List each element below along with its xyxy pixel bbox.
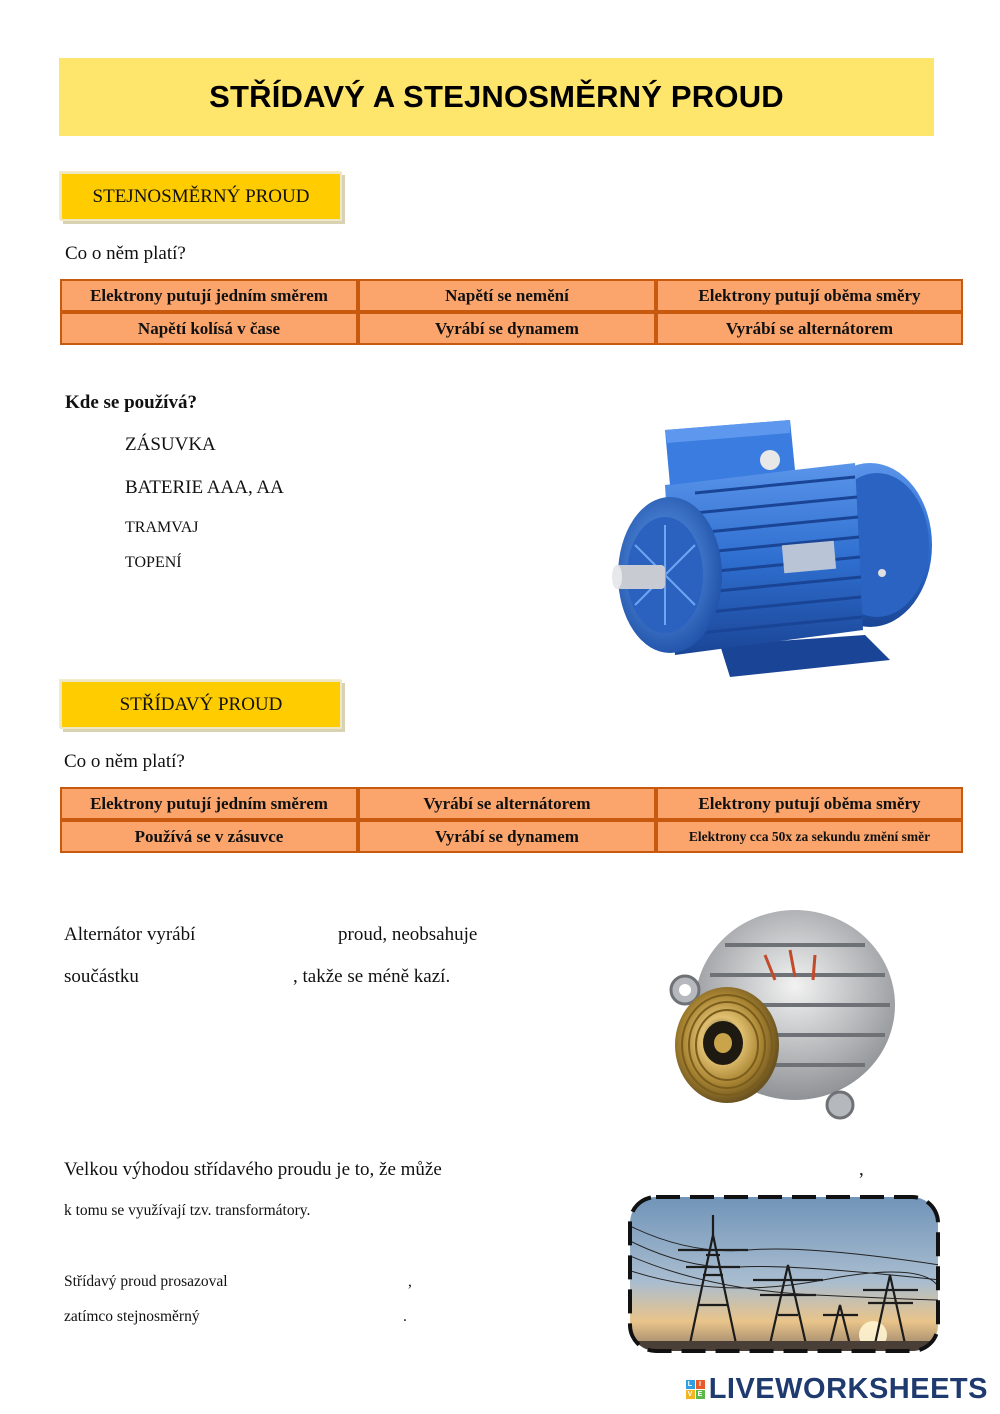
usage-item-tramvaj[interactable]: TRAMVAJ	[125, 519, 199, 536]
promoter-text-ac: Střídavý proud prosazoval	[64, 1273, 228, 1290]
logo-text: LIVEWORKSHEETS	[708, 1373, 988, 1405]
blank-dc-promoter[interactable]	[214, 1305, 400, 1329]
table-row	[60, 787, 963, 820]
logo-letter: E	[697, 1391, 703, 1398]
advantage-text-1-end: ,	[859, 1159, 864, 1180]
blank-ac-promoter[interactable]	[246, 1270, 404, 1294]
table-row	[60, 820, 963, 853]
logo-letter: I	[696, 1380, 705, 1389]
dc-question: Co o něm platí?	[65, 243, 186, 264]
liveworksheets-logo	[686, 1373, 988, 1406]
alternator-text-1b: proud, neobsahuje	[338, 924, 478, 945]
dc-option[interactable]: Vyrábí se alternátorem	[656, 312, 963, 345]
ac-section-label	[60, 680, 342, 729]
usage-question: Kde se používá?	[65, 392, 197, 413]
advantage-text-2: k tomu se využívají tzv. transformátory.	[64, 1202, 311, 1219]
ac-option[interactable]: Používá se v zásuvce	[60, 820, 358, 853]
alternator-image	[655, 905, 905, 1135]
table-row	[60, 312, 963, 345]
promoter-text-dc-end: .	[403, 1308, 407, 1325]
live-logo-icon	[686, 1380, 705, 1399]
ac-options-table	[60, 787, 963, 853]
dc-option[interactable]: Elektrony putují oběma směry	[656, 279, 963, 312]
ac-option[interactable]: Elektrony cca 50x za sekundu změní směr	[656, 820, 963, 853]
ac-option[interactable]: Vyrábí se dynamem	[358, 820, 656, 853]
dc-section-label	[60, 172, 342, 221]
logo-letter: V	[687, 1391, 693, 1398]
table-row	[60, 279, 963, 312]
blank-alternator-current-type[interactable]	[205, 920, 333, 948]
electric-motor-image	[605, 415, 940, 680]
logo-letter: L	[686, 1380, 695, 1389]
usage-item-topeni[interactable]: TOPENÍ	[125, 554, 182, 571]
promoter-text-ac-end: ,	[408, 1273, 412, 1290]
advantage-text-1: Velkou výhodou střídavého proudu je to, že může	[64, 1159, 442, 1180]
alternator-text-2a: součástku	[64, 966, 139, 987]
alternator-text-2b: , takže se méně kazí.	[293, 966, 451, 987]
dc-option[interactable]: Napětí se nemění	[358, 279, 656, 312]
ac-question: Co o něm platí?	[64, 751, 185, 772]
dc-option[interactable]: Napětí kolísá v čase	[60, 312, 358, 345]
dc-option[interactable]: Vyrábí se dynamem	[358, 312, 656, 345]
blank-advantage[interactable]	[470, 1155, 855, 1183]
dc-option[interactable]: Elektrony putují jedním směrem	[60, 279, 358, 312]
power-pylons-image	[628, 1195, 940, 1353]
dc-section-label-text: STEJNOSMĚRNÝ PROUD	[92, 185, 310, 207]
promoter-text-dc: zatímco stejnosměrný	[64, 1308, 200, 1325]
ac-option[interactable]: Elektrony putují jedním směrem	[60, 787, 358, 820]
usage-item-baterie[interactable]: BATERIE AAA, AA	[125, 477, 284, 498]
dc-options-table	[60, 279, 963, 345]
blank-alternator-component[interactable]	[148, 962, 290, 990]
ac-option[interactable]: Vyrábí se alternátorem	[358, 787, 656, 820]
ac-option[interactable]: Elektrony putují oběma směry	[656, 787, 963, 820]
usage-item-zasuvka[interactable]: ZÁSUVKA	[125, 434, 216, 455]
ac-section-label-text: STŘÍDAVÝ PROUD	[119, 693, 283, 715]
page-title: STŘÍDAVÝ A STEJNOSMĚRNÝ PROUD	[209, 79, 784, 114]
alternator-text-1a: Alternátor vyrábí	[64, 924, 196, 945]
title-banner	[59, 58, 934, 136]
